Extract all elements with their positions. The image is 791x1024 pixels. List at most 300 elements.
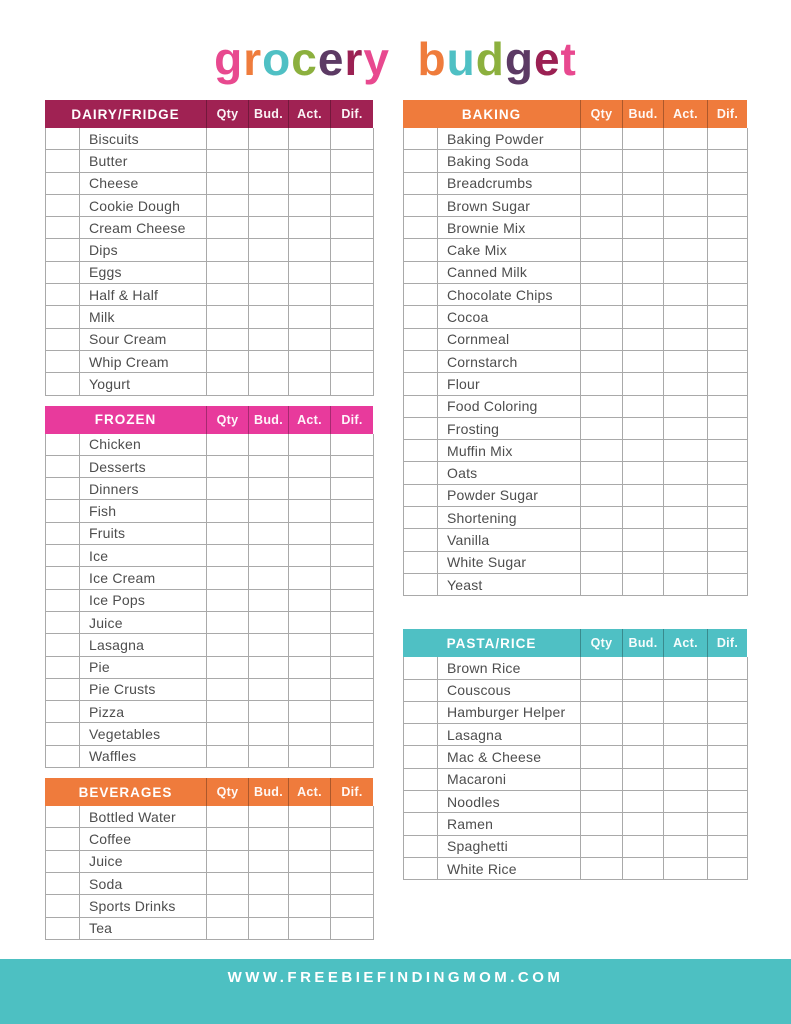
item-label: Cornstarch [438,351,581,373]
bud-cell [249,329,289,351]
bud-cell [623,529,664,551]
checkbox-cell [404,262,438,284]
bud-cell [623,217,664,239]
checkbox-cell [404,858,438,880]
dif-cell [708,529,748,551]
act-cell [289,262,331,284]
bud-cell [623,262,664,284]
qty-cell [581,128,623,150]
qty-cell [581,724,623,746]
qty-cell [207,478,249,500]
bud-cell [249,679,289,701]
act-cell [664,173,708,195]
qty-cell [581,195,623,217]
qty-cell [581,217,623,239]
qty-cell [207,284,249,306]
column-header-qty: Qty [206,778,248,806]
item-label: Cheese [80,173,207,195]
table-row [46,657,373,679]
item-label: Pie Crusts [80,679,207,701]
table-row [404,485,747,507]
column-header-act: Act. [288,778,330,806]
table-body-baking [403,128,747,596]
bud-cell [623,680,664,702]
act-cell [664,507,708,529]
item-label: Ice Pops [80,590,207,612]
checkbox-cell [46,828,80,850]
checkbox-cell [46,262,80,284]
footer-bar [0,959,791,1024]
dif-cell [708,262,748,284]
bud-cell [623,657,664,679]
qty-cell [581,746,623,768]
checkbox-cell [46,657,80,679]
dif-cell [708,351,748,373]
bud-cell [249,590,289,612]
table-row [404,813,747,835]
item-label: Ramen [438,813,581,835]
table-row [46,612,373,634]
bud-cell [249,746,289,768]
item-label: Tea [80,918,207,940]
checkbox-cell [46,545,80,567]
act-cell [664,306,708,328]
checkbox-cell [404,284,438,306]
qty-cell [207,567,249,589]
checkbox-cell [46,173,80,195]
act-cell [289,746,331,768]
title-letter: g [504,33,534,85]
qty-cell [581,440,623,462]
table-row [46,701,373,723]
item-label: Brownie Mix [438,217,581,239]
item-label: White Rice [438,858,581,880]
bud-cell [623,351,664,373]
table-row [46,456,373,478]
item-label: Pizza [80,701,207,723]
dif-cell [331,612,374,634]
table-title-dairy-fridge: DAIRY/FRIDGE [71,106,180,122]
qty-cell [207,590,249,612]
act-cell [289,306,331,328]
checkbox-cell [46,434,80,456]
act-cell [289,217,331,239]
table-row [46,150,373,172]
qty-cell [581,552,623,574]
qty-cell [207,545,249,567]
checkbox-cell [46,239,80,261]
bud-cell [249,500,289,522]
column-header-act: Act. [663,629,707,657]
checkbox-cell [404,128,438,150]
column-header-act: Act. [288,100,330,128]
checkbox-cell [46,373,80,395]
qty-cell [581,306,623,328]
act-cell [289,723,331,745]
table-body-frozen [45,434,373,768]
title-letter: b [417,33,447,85]
checkbox-cell [404,702,438,724]
table-row [46,128,373,150]
table-row [404,329,747,351]
dif-cell [331,329,374,351]
table-row [404,529,747,551]
item-label: Whip Cream [80,351,207,373]
table-row [404,724,747,746]
table-row [404,552,747,574]
qty-cell [207,150,249,172]
qty-cell [581,507,623,529]
qty-cell [207,351,249,373]
title-letter: c [291,33,318,85]
column-header-bud: Bud. [248,100,288,128]
qty-cell [207,634,249,656]
qty-cell [581,284,623,306]
act-cell [289,373,331,395]
checkbox-cell [46,456,80,478]
title-space [390,36,418,82]
bud-cell [623,396,664,418]
column-header-dif: Dif. [707,629,747,657]
table-row [46,590,373,612]
column-header-bud: Bud. [248,778,288,806]
act-cell [289,612,331,634]
table-row [404,150,747,172]
item-label: Desserts [80,456,207,478]
act-cell [664,150,708,172]
table-row [46,523,373,545]
act-cell [664,262,708,284]
item-label: Frosting [438,418,581,440]
checkbox-cell [404,507,438,529]
checkbox-cell [404,791,438,813]
dif-cell [708,373,748,395]
act-cell [664,791,708,813]
bud-cell [623,462,664,484]
footer-url: WWW.FREEBIEFINDINGMOM.COM [227,969,564,986]
act-cell [289,284,331,306]
item-label: Couscous [438,680,581,702]
column-header-bud: Bud. [622,100,663,128]
item-label: Spaghetti [438,836,581,858]
title-letter: o [262,33,292,85]
act-cell [664,680,708,702]
checkbox-cell [46,217,80,239]
dif-cell [708,702,748,724]
page-title [0,33,791,85]
dif-cell [708,574,748,596]
checkbox-cell [46,918,80,940]
bud-cell [249,456,289,478]
checkbox-cell [46,873,80,895]
item-label: Vanilla [438,529,581,551]
table-row [404,440,747,462]
checkbox-cell [46,351,80,373]
checkbox-cell [404,396,438,418]
act-cell [664,462,708,484]
table-row [404,836,747,858]
act-cell [289,918,331,940]
table-row [404,262,747,284]
dif-cell [708,507,748,529]
table-row [404,462,747,484]
qty-cell [581,396,623,418]
column-header-dif: Dif. [330,406,373,434]
item-label: Lasagna [80,634,207,656]
checkbox-cell [46,806,80,828]
table-row [404,173,747,195]
act-cell [289,500,331,522]
item-label: Yeast [438,574,581,596]
table-header-baking [403,100,747,128]
table-beverages [45,778,373,940]
item-label: Sour Cream [80,329,207,351]
act-cell [289,478,331,500]
checkbox-cell [404,351,438,373]
checkbox-cell [404,418,438,440]
qty-cell [581,813,623,835]
checkbox-cell [404,836,438,858]
column-header-act: Act. [288,406,330,434]
qty-cell [207,128,249,150]
bud-cell [249,217,289,239]
table-header-frozen [45,406,373,434]
dif-cell [331,478,374,500]
table-row [46,239,373,261]
checkbox-cell [46,306,80,328]
table-title-baking: BAKING [461,106,522,122]
item-label: Fruits [80,523,207,545]
dif-cell [708,440,748,462]
act-cell [664,440,708,462]
qty-cell [207,217,249,239]
bud-cell [249,851,289,873]
qty-cell [581,373,623,395]
item-label: Lasagna [438,724,581,746]
item-label: Soda [80,873,207,895]
title-letter: u [446,33,476,85]
dif-cell [331,239,374,261]
table-body-dairy-fridge [45,128,373,396]
checkbox-cell [404,217,438,239]
table-row [46,828,373,850]
dif-cell [708,657,748,679]
dif-cell [331,500,374,522]
left-column [45,100,373,940]
act-cell [289,634,331,656]
checkbox-cell [46,523,80,545]
qty-cell [207,918,249,940]
checkbox-cell [46,701,80,723]
qty-cell [581,657,623,679]
table-body-beverages [45,806,373,940]
table-row [404,574,747,596]
bud-cell [623,858,664,880]
checkbox-cell [46,590,80,612]
qty-cell [581,150,623,172]
bud-cell [623,284,664,306]
table-row [404,746,747,768]
act-cell [289,351,331,373]
column-header-qty: Qty [206,406,248,434]
table-row [46,306,373,328]
bud-cell [623,552,664,574]
bud-cell [623,373,664,395]
dif-cell [331,918,374,940]
item-label: Chocolate Chips [438,284,581,306]
checkbox-cell [46,500,80,522]
item-label: Bottled Water [80,806,207,828]
dif-cell [708,306,748,328]
qty-cell [207,895,249,917]
table-row [404,702,747,724]
table-header-dairy-fridge [45,100,373,128]
act-cell [289,239,331,261]
dif-cell [331,895,374,917]
column-header-bud: Bud. [248,406,288,434]
table-row [46,746,373,768]
act-cell [289,545,331,567]
item-label: Juice [80,612,207,634]
table-row [404,306,747,328]
dif-cell [708,128,748,150]
table-row [404,657,747,679]
checkbox-cell [404,813,438,835]
bud-cell [623,239,664,261]
dif-cell [331,284,374,306]
qty-cell [207,806,249,828]
bud-cell [249,373,289,395]
table-body-pasta-rice [403,657,747,880]
checkbox-cell [46,128,80,150]
item-label: Brown Sugar [438,195,581,217]
qty-cell [207,828,249,850]
item-label: Chicken [80,434,207,456]
item-label: Biscuits [80,128,207,150]
item-label: Shortening [438,507,581,529]
bud-cell [623,836,664,858]
dif-cell [708,836,748,858]
item-label: Pie [80,657,207,679]
dif-cell [331,545,374,567]
table-row [404,195,747,217]
act-cell [289,851,331,873]
checkbox-cell [404,574,438,596]
item-label: Breadcrumbs [438,173,581,195]
dif-cell [331,723,374,745]
qty-cell [207,523,249,545]
act-cell [664,702,708,724]
bud-cell [249,128,289,150]
table-row [404,418,747,440]
table-row [46,434,373,456]
checkbox-cell [46,612,80,634]
table-row [404,351,747,373]
title-letter: r [243,33,263,85]
qty-cell [581,262,623,284]
dif-cell [331,657,374,679]
dif-cell [331,679,374,701]
dif-cell [331,373,374,395]
title-letter: d [475,33,505,85]
bud-cell [623,195,664,217]
dif-cell [708,724,748,746]
act-cell [664,858,708,880]
qty-cell [207,723,249,745]
act-cell [664,195,708,217]
checkbox-cell [46,150,80,172]
bud-cell [623,746,664,768]
bud-cell [623,574,664,596]
table-row [46,918,373,940]
act-cell [664,746,708,768]
bud-cell [249,195,289,217]
table-row [404,128,747,150]
bud-cell [249,478,289,500]
dif-cell [331,851,374,873]
act-cell [289,828,331,850]
bud-cell [249,612,289,634]
checkbox-cell [46,329,80,351]
bud-cell [249,150,289,172]
bud-cell [249,657,289,679]
item-label: Fish [80,500,207,522]
dif-cell [708,217,748,239]
qty-cell [581,329,623,351]
title-letter: g [214,33,244,85]
qty-cell [207,500,249,522]
dif-cell [331,173,374,195]
qty-cell [207,173,249,195]
dif-cell [331,701,374,723]
act-cell [664,769,708,791]
table-row [46,373,373,395]
item-label: Coffee [80,828,207,850]
table-row [404,769,747,791]
act-cell [289,679,331,701]
bud-cell [623,306,664,328]
act-cell [289,895,331,917]
act-cell [289,806,331,828]
table-title-frozen: FROZEN [94,412,157,428]
checkbox-cell [404,769,438,791]
item-label: Powder Sugar [438,485,581,507]
qty-cell [581,702,623,724]
table-row [46,873,373,895]
table-row [46,634,373,656]
table-row [46,806,373,828]
dif-cell [331,828,374,850]
dif-cell [708,813,748,835]
dif-cell [708,858,748,880]
dif-cell [331,806,374,828]
item-label: Butter [80,150,207,172]
act-cell [664,418,708,440]
table-row [46,262,373,284]
qty-cell [207,873,249,895]
item-label: Mac & Cheese [438,746,581,768]
act-cell [664,396,708,418]
act-cell [289,657,331,679]
bud-cell [249,351,289,373]
item-label: Oats [438,462,581,484]
qty-cell [581,769,623,791]
dif-cell [331,128,374,150]
table-row [404,239,747,261]
act-cell [664,485,708,507]
dif-cell [331,567,374,589]
table-title-beverages: BEVERAGES [78,784,173,800]
